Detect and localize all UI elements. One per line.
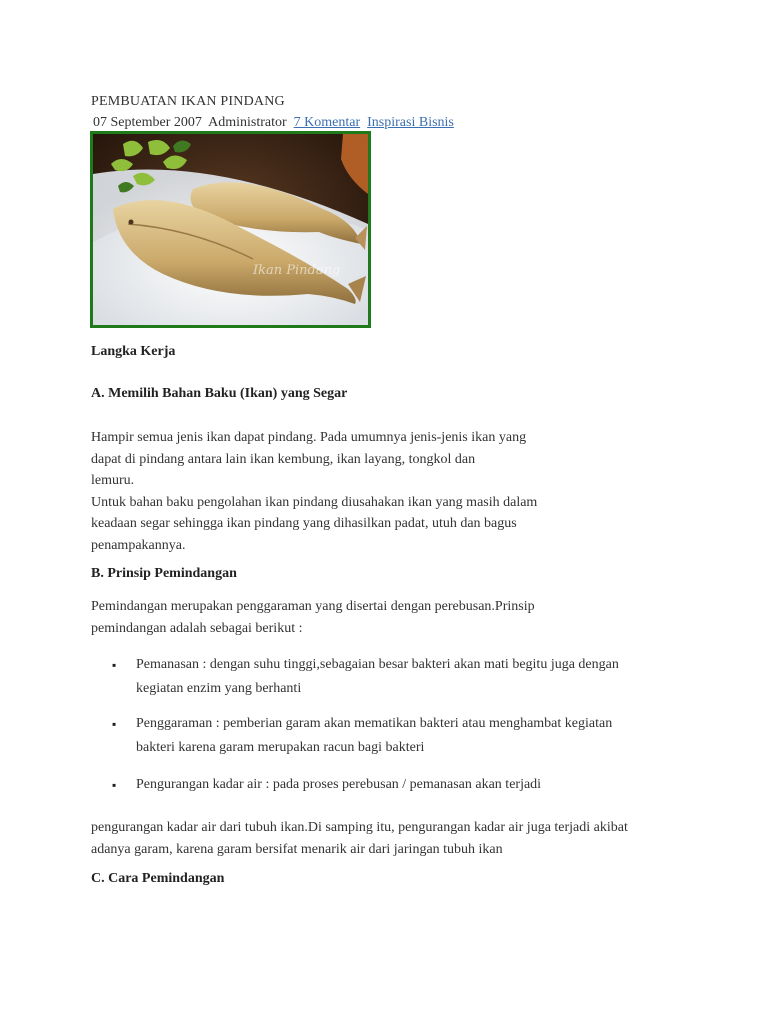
bullet-marker: ▪	[112, 717, 117, 731]
list-item-penggaraman	[136, 712, 696, 760]
text-line: Untuk bahan baku pengolahan ikan pindang diusahakan ikan yang masih dalam	[91, 494, 538, 510]
list-item-line: Penggaraman : pemberian garam akan mematikan bakteri atau menghambat kegiatan	[136, 716, 613, 731]
article-meta	[93, 115, 454, 131]
post-author: Administrator	[208, 115, 287, 130]
text-line: dapat di pindang antara lain ikan kembung, ikan layang, tongkol dan	[91, 451, 476, 467]
category-link[interactable]: Inspirasi Bisnis	[367, 115, 454, 130]
text-line: Pemindangan merupakan penggaraman yang disertai dengan perebusan.Prinsip	[91, 599, 535, 614]
text-line: pengurangan kadar air dari tubuh ikan.Di samping itu, pengurangan kadar air juga terjadi akibat	[91, 820, 628, 835]
list-item-pengurangan-kadar-air	[136, 773, 696, 797]
text-line: adanya garam, karena garam bersifat menarik air dari jaringan tubuh ikan	[91, 841, 503, 857]
post-date: 07 September 2007	[93, 115, 202, 130]
section-a-paragraph	[91, 427, 611, 556]
list-item-line: Pemanasan : dengan suhu tinggi,sebagaian besar bakteri akan mati begitu juga dengan	[136, 657, 619, 672]
list-item-line: kegiatan enzim yang berhanti	[136, 681, 302, 696]
bullet-marker: ▪	[112, 778, 117, 792]
section-b-intro	[91, 596, 611, 639]
list-item-line: bakteri karena garam merupakan racun bagi bakteri	[136, 740, 425, 755]
section-heading-a: A. Memilih Bahan Baku (Ikan) yang Segar	[91, 386, 348, 401]
article-photo-ikan-pindang	[90, 131, 371, 328]
text-line: pemindangan adalah sebagai berikut :	[91, 620, 303, 636]
text-line: Hampir semua jenis ikan dapat pindang. Pada umumnya jenis-jenis ikan yang	[91, 430, 527, 445]
text-line: keadaan segar sehingga ikan pindang yang dihasilkan padat, utuh dan bagus	[91, 516, 517, 531]
list-item-pemanasan	[136, 653, 696, 701]
comments-link[interactable]: 7 Komentar	[293, 115, 361, 130]
section-heading-b: B. Prinsip Pemindangan	[91, 566, 237, 581]
section-b-continuation	[91, 817, 691, 860]
bullet-marker: ▪	[112, 658, 117, 672]
text-line: lemuru.	[91, 473, 135, 488]
text-line: penampakannya.	[91, 537, 186, 553]
photo-watermark: Ikan Pindang	[253, 263, 341, 278]
article-title: PEMBUATAN IKAN PINDANG	[91, 94, 285, 109]
section-heading-c: C. Cara Pemindangan	[91, 871, 225, 886]
section-heading-langka-kerja: Langka Kerja	[91, 344, 176, 359]
list-item-line: Pengurangan kadar air : pada proses perebusan / pemanasan akan terjadi	[136, 777, 542, 792]
